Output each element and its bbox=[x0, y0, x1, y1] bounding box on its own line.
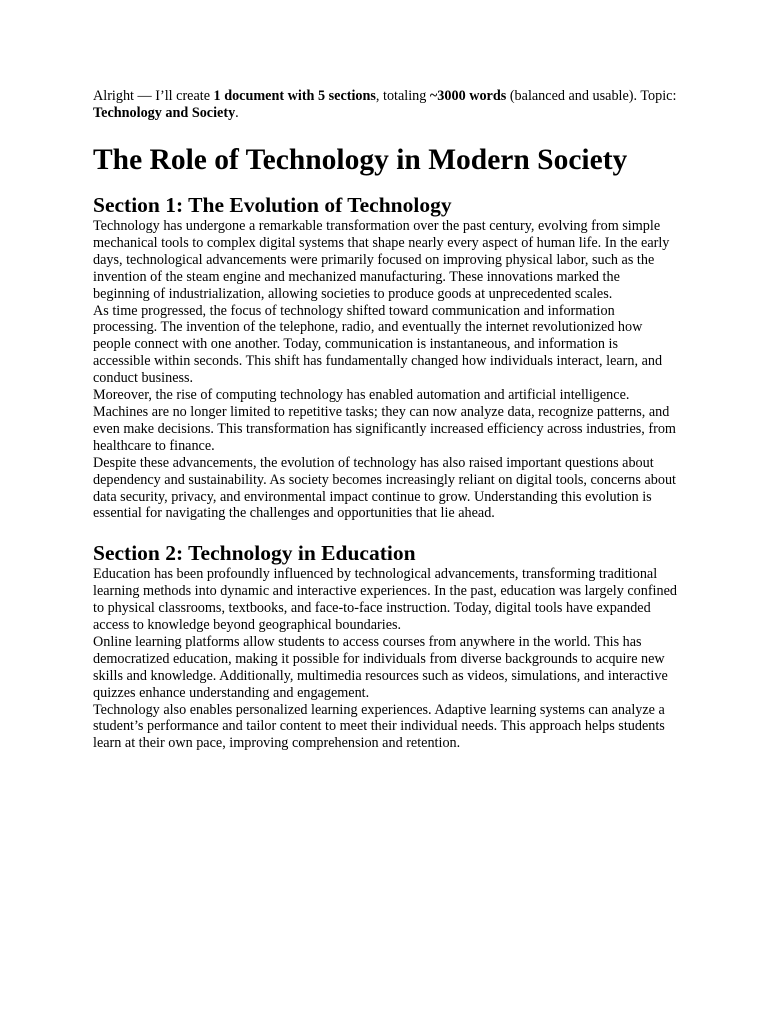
paragraph: Moreover, the rise of computing technology has enabled automation and artificial intelligence. Machines are no longer limited to repetitive tasks; they can now analyze data, recognize patterns, and even make decisions. This transformation has significantly increased efficiency across industries, from healthcare to finance. bbox=[93, 387, 676, 454]
section-education bbox=[93, 540, 678, 752]
section-heading: Section 2: Technology in Education bbox=[93, 541, 416, 566]
intro-bold-topic: Technology and Society bbox=[93, 104, 236, 121]
paragraph: Technology has undergone a remarkable transformation over the past century, evolving from simple mechanical tools to complex digital systems that shape nearly every aspect of human life. In the early days, technological advancements were primarily focused on improving physical labor, such as the invention of the steam engine and mechanized manufacturing. These innovations marked the beginning of industrialization, allowing societies to produce goods at unprecedented scales. bbox=[93, 218, 670, 302]
document-title: The Role of Technology in Modern Society bbox=[93, 144, 628, 176]
paragraph: As time progressed, the focus of technology shifted toward communication and information processing. The invention of the telephone, radio, and eventually the internet revolutionized how people connect with one another. Today, communication is instantaneous, and information is accessible within seconds. This shift has fundamentally changed how individuals interact, learn, and conduct business. bbox=[93, 302, 663, 387]
document-page bbox=[93, 88, 678, 752]
paragraph: Online learning platforms allow students to access courses from anywhere in the world. This has democratized education, making it possible for individuals from diverse backgrounds to acquire new skills and knowledge. Additionally, multimedia resources such as videos, simulations, and interactive quizzes enhance understanding and engagement. bbox=[93, 633, 668, 701]
section-evolution bbox=[93, 192, 678, 522]
intro-text-3: (balanced and usable). Topic: bbox=[506, 88, 677, 104]
intro-bold-sections: 1 document with 5 sections bbox=[213, 88, 376, 104]
paragraph: Technology also enables personalized learning experiences. Adaptive learning systems can analyze a student’s performance and tailor content to meet their individual needs. This approach helps students learn at their own pace, improving comprehension and retention. bbox=[93, 701, 665, 752]
intro-text-2: , totaling bbox=[375, 88, 430, 104]
paragraph: Education has been profoundly influenced by technological advancements, transforming traditional learning methods into dynamic and interactive experiences. In the past, education was largely confined to physical classrooms, textbooks, and face-to-face instruction. Today, digital tools have expanded access to knowledge beyond geographical boundaries. bbox=[93, 566, 677, 634]
intro-text-1: Alright — I’ll create bbox=[93, 88, 214, 104]
intro-text-4: . bbox=[235, 104, 239, 121]
section-heading: Section 1: The Evolution of Technology bbox=[93, 193, 452, 217]
intro-line bbox=[93, 88, 678, 121]
intro-bold-words: ~3000 words bbox=[429, 88, 507, 104]
paragraph: Despite these advancements, the evolution of technology has also raised important questions about dependency and sustainability. As society becomes increasingly reliant on digital tools, concerns about data security, privacy, and environmental impact continue to grow. Understanding this evolution is essential for navigating the challenges and opportunities that lie ahead. bbox=[93, 454, 676, 522]
